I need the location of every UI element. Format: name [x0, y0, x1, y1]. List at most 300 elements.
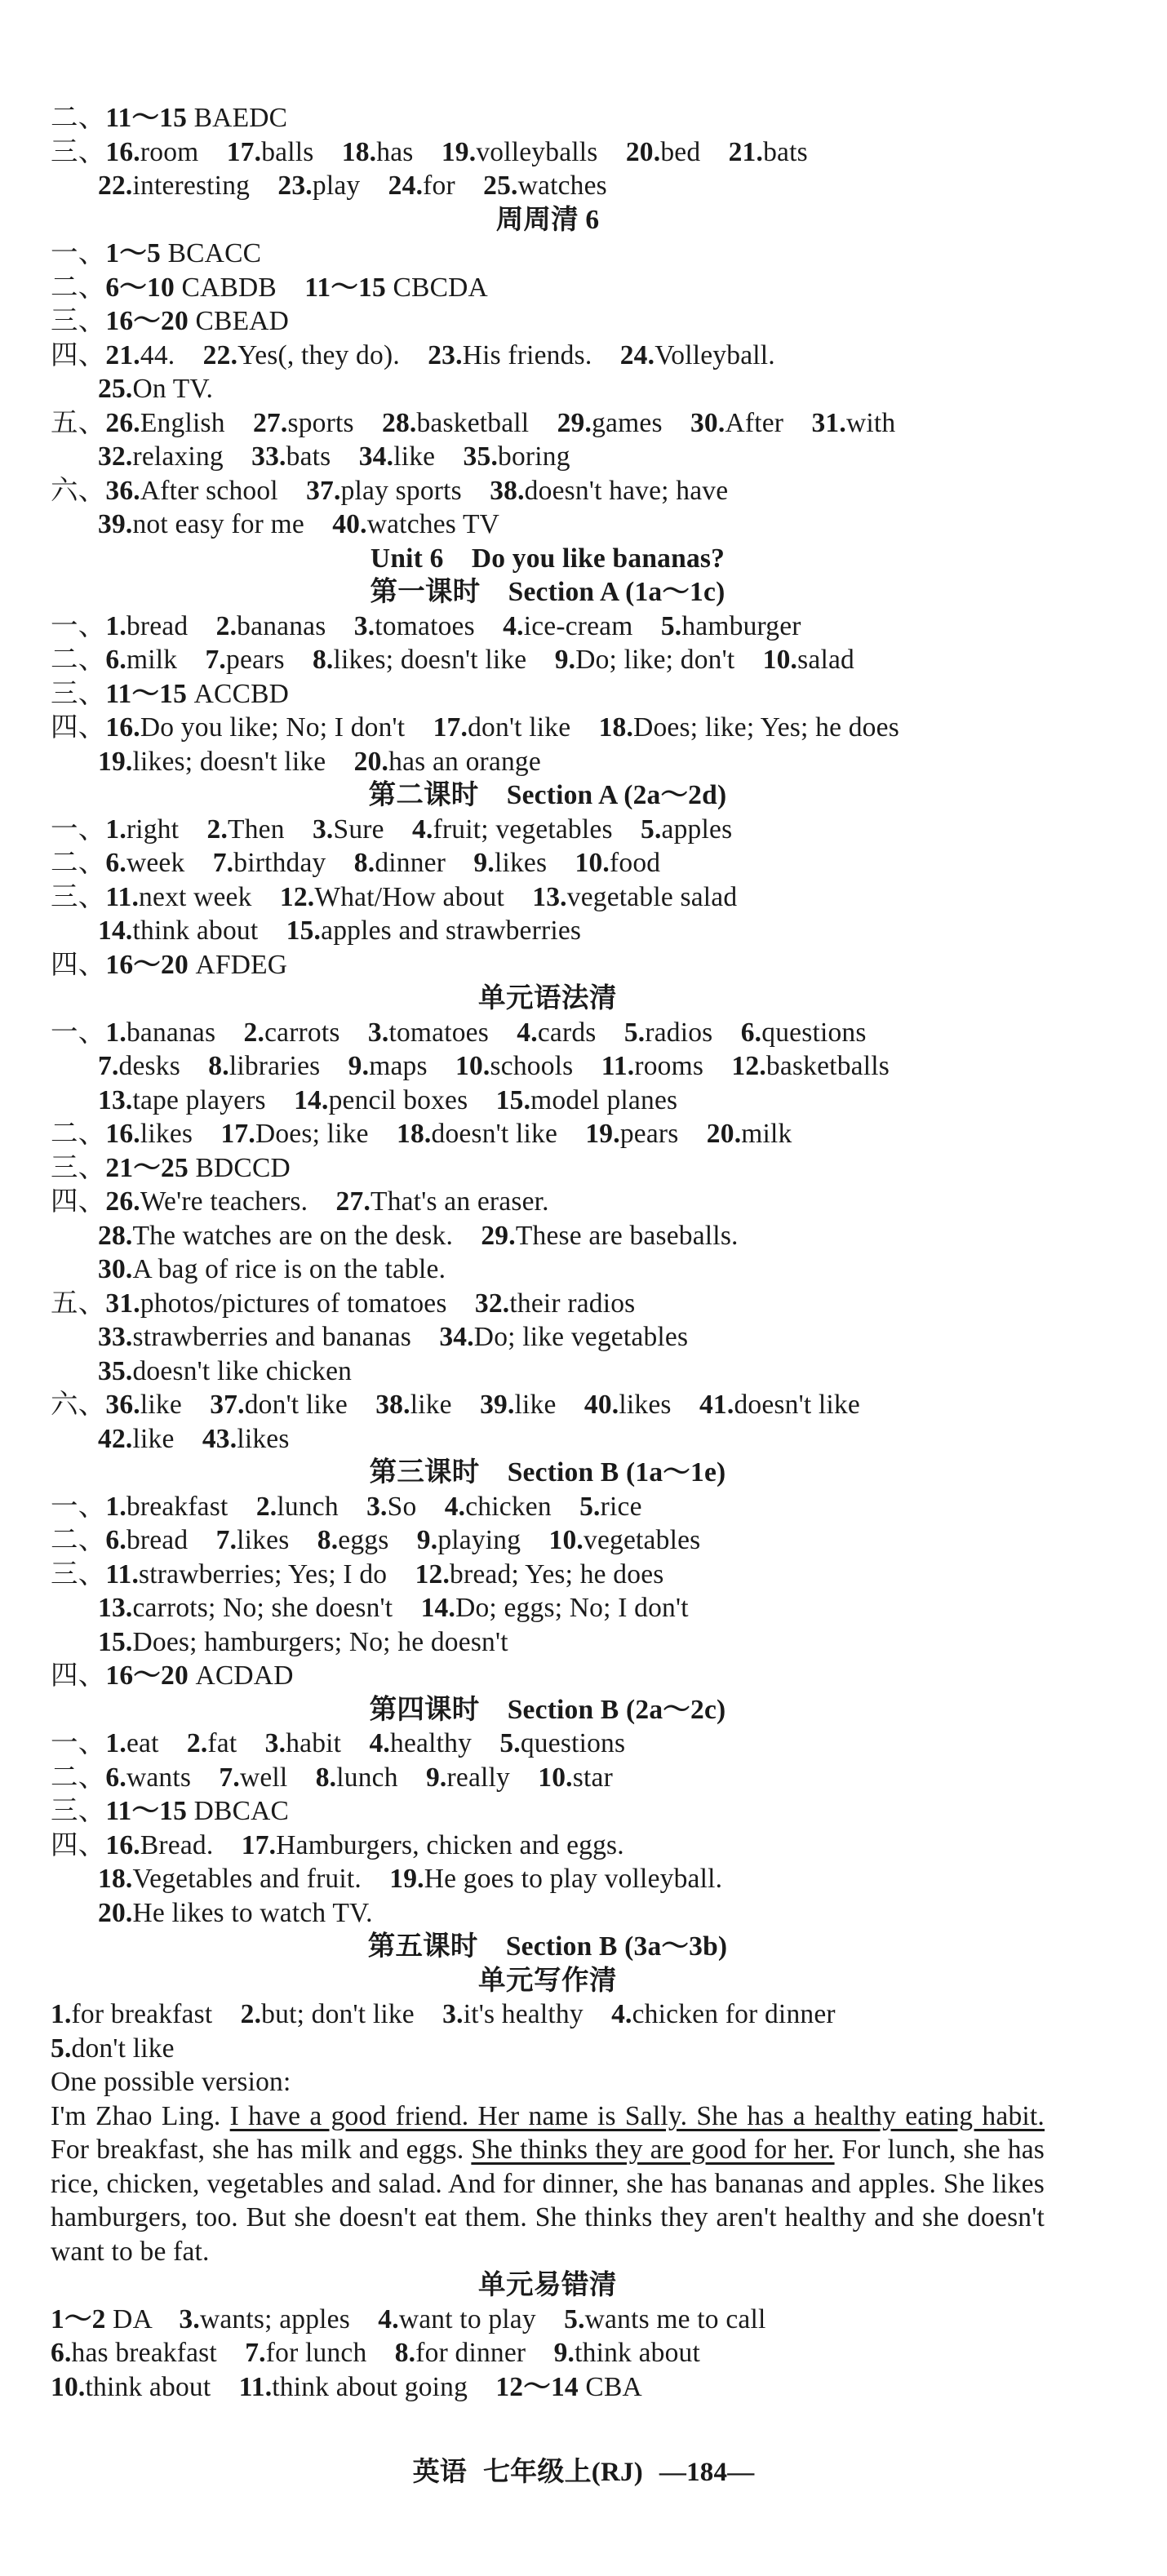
answer-text: Do; like; don't — [575, 645, 763, 675]
item-number: 第三课时 Section B (1a～1e) — [369, 1457, 726, 1488]
answer-text: 五、 — [51, 1288, 106, 1319]
section-heading — [51, 982, 1045, 1016]
item-number: 5. — [579, 1491, 601, 1522]
sample-essay — [51, 2099, 1045, 2269]
item-number: 18. — [341, 136, 377, 167]
item-number: 5. — [51, 2033, 72, 2064]
answer-text: 四、 — [51, 712, 106, 743]
answer-text: likes; doesn't like — [132, 746, 354, 777]
section-heading — [51, 542, 1045, 576]
item-number: 7. — [219, 1762, 240, 1793]
answer-text: their radios — [509, 1288, 636, 1319]
answer-text: One possible version: — [51, 2067, 291, 2097]
item-number: 6. — [105, 1762, 126, 1793]
answer-text: maps — [369, 1051, 456, 1081]
item-number: 周周清 6 — [495, 204, 600, 235]
answer-text: likes — [494, 848, 575, 878]
item-number: 10. — [538, 1762, 573, 1793]
item-number: 11～15 — [304, 272, 386, 303]
answer-text: That's an eraser. — [371, 1186, 549, 1217]
item-number: 4. — [611, 1999, 632, 2029]
item-number: 5. — [660, 610, 682, 641]
answer-text: 一、 — [51, 814, 106, 845]
item-number: 3. — [353, 610, 375, 641]
answer-line — [51, 271, 1045, 305]
answer-text: 一、 — [51, 1728, 106, 1758]
item-number: 6. — [740, 1017, 762, 1048]
item-number: 1～5 — [105, 238, 162, 268]
answer-text: for breakfast — [71, 1999, 241, 2029]
item-number: 35. — [98, 1355, 133, 1386]
answer-text: 二、 — [51, 1119, 106, 1149]
answer-text: wants — [126, 1762, 220, 1793]
item-number: 34. — [358, 441, 394, 472]
answer-line — [51, 372, 1045, 406]
section-heading — [51, 778, 1045, 813]
answer-text: Vegetables and fruit. — [132, 1864, 390, 1894]
item-number: 5. — [499, 1728, 521, 1758]
answer-line — [51, 880, 1045, 915]
answer-text: On TV. — [132, 374, 214, 404]
answer-text: habit — [286, 1728, 370, 1758]
answer-text: like — [132, 1423, 202, 1454]
answer-text: 一、 — [51, 1017, 106, 1048]
item-number: 40. — [332, 509, 367, 539]
item-number: 26. — [105, 1186, 140, 1217]
item-number: 34. — [439, 1322, 474, 1352]
answer-text: likes; doesn't like — [333, 645, 555, 675]
answer-text: 三、 — [51, 881, 106, 912]
answer-line — [51, 813, 1045, 847]
item-number: 1. — [105, 814, 126, 845]
answer-text: 44. — [140, 339, 203, 370]
item-number: 18. — [98, 1864, 133, 1894]
answer-text: with — [845, 407, 896, 438]
answer-line — [51, 1084, 1045, 1118]
answer-text: photos/pictures of tomatoes — [140, 1288, 475, 1319]
answer-text: bread — [126, 610, 216, 641]
answer-text: fruit; vegetables — [433, 814, 641, 845]
item-number: 5. — [564, 2303, 585, 2334]
item-number: 18. — [397, 1119, 432, 1149]
item-number: 25. — [483, 171, 518, 201]
item-number: 17. — [220, 1119, 255, 1149]
answer-text: lunch — [277, 1491, 367, 1522]
item-number: 29. — [481, 1220, 516, 1251]
answer-text: libraries — [229, 1051, 348, 1081]
item-number: 11. — [105, 881, 140, 912]
answer-text: 二、 — [51, 103, 106, 133]
item-number: 14. — [294, 1084, 329, 1115]
item-number: 9. — [348, 1051, 370, 1081]
answer-text: vegetables — [584, 1525, 701, 1555]
answer-line — [51, 169, 1045, 203]
answer-text: balls — [261, 136, 342, 167]
item-number: 6～10 — [105, 272, 175, 303]
answer-text: English — [140, 407, 253, 438]
answer-text: play — [312, 171, 388, 201]
item-number: 30. — [98, 1254, 133, 1284]
item-number: 41. — [699, 1390, 734, 1420]
item-number: 16. — [105, 1119, 140, 1149]
item-number: 单元写作清 — [478, 1965, 617, 1996]
answer-text: Does; like; Yes; he does — [633, 712, 899, 743]
item-number: 13. — [98, 1084, 133, 1115]
answer-text: tomatoes — [375, 610, 504, 641]
item-number: 15. — [98, 1626, 133, 1657]
item-number: 5. — [641, 814, 662, 845]
answer-line — [51, 1151, 1045, 1186]
answer-text: 四、 — [51, 1186, 106, 1217]
item-number: 17. — [241, 1829, 277, 1860]
answer-text: bed — [660, 136, 729, 167]
item-number: 4. — [503, 610, 524, 641]
section-heading — [51, 1930, 1045, 1964]
answer-text: watches TV — [366, 509, 500, 539]
item-number: 18. — [598, 712, 634, 743]
answer-text: He likes to watch TV. — [132, 1897, 373, 1928]
item-number: 20. — [98, 1897, 133, 1928]
item-number: 25. — [98, 374, 133, 404]
item-number: 20. — [625, 136, 661, 167]
item-number: 21～25 — [105, 1152, 189, 1183]
item-number: 15. — [286, 916, 322, 946]
answer-text: pears — [226, 645, 313, 675]
item-number: 8. — [312, 645, 334, 675]
answer-text: CABDB — [174, 272, 305, 303]
answer-text: bread; Yes; he does — [450, 1558, 664, 1589]
answer-line — [51, 914, 1045, 948]
answer-text: like — [514, 1390, 584, 1420]
item-number: 1. — [105, 610, 126, 641]
answer-line — [51, 1591, 1045, 1625]
answer-text: 六、 — [51, 1390, 106, 1420]
item-number: 40. — [584, 1390, 619, 1420]
item-number: 37. — [306, 475, 341, 506]
item-number: 6. — [105, 848, 126, 878]
answer-text: for — [423, 171, 484, 201]
answer-text: 六、 — [51, 475, 106, 506]
item-number: 16～20 — [105, 306, 189, 336]
item-number: 4. — [444, 1491, 466, 1522]
item-number: 2. — [186, 1728, 208, 1758]
answer-text: We're teachers. — [140, 1186, 336, 1217]
footer-page-number: —184— — [659, 2458, 755, 2487]
item-number: 4. — [517, 1017, 538, 1048]
item-number: 4. — [378, 2303, 399, 2334]
answer-text: likes — [237, 1525, 317, 1555]
answer-text: chicken for dinner — [632, 1999, 836, 2029]
footer-subject: 英语 — [412, 2458, 467, 2487]
answer-text: bats — [286, 441, 359, 472]
answer-text: model planes — [530, 1084, 678, 1115]
answer-text: milk — [126, 645, 206, 675]
item-number: 22. — [202, 339, 238, 370]
answer-text: games — [592, 407, 690, 438]
answer-line — [51, 440, 1045, 474]
answer-text: Does; hamburgers; No; he doesn't — [132, 1626, 508, 1657]
item-number: 29. — [557, 407, 592, 438]
answer-text: 二、 — [51, 1525, 106, 1555]
answer-text: rooms — [634, 1051, 732, 1081]
answer-text: lunch — [336, 1762, 426, 1793]
item-number: 6. — [105, 645, 126, 675]
item-number: 单元易错清 — [478, 2270, 617, 2300]
item-number: 9. — [416, 1525, 438, 1555]
answer-line — [51, 1388, 1045, 1422]
item-number: 10. — [575, 848, 610, 878]
answer-text: wants me to call — [584, 2303, 766, 2334]
answer-line — [51, 1829, 1045, 1863]
answer-line — [51, 1355, 1045, 1389]
item-number: 6. — [105, 1525, 126, 1555]
answer-text: Do; like vegetables — [473, 1322, 689, 1352]
answer-line — [51, 1523, 1045, 1558]
answer-text: healthy — [390, 1728, 500, 1758]
item-number: 35. — [463, 441, 499, 472]
answer-text: room — [140, 136, 227, 167]
answer-text: 三、 — [51, 678, 106, 709]
answer-text: it's healthy — [463, 1999, 612, 2029]
item-number: 38. — [375, 1390, 410, 1420]
answer-text: milk — [741, 1119, 792, 1149]
item-number: 2. — [215, 610, 237, 641]
answer-text: 四、 — [51, 1660, 106, 1691]
essay-part-3: For lunch, she has rice, chicken, vegetables and salad. And for dinner, she has bananas and apples. She likes hamburgers, too. But she doesn't eat them. She thinks they aren't healthy and she doesn't want to be fat. — [51, 2135, 1045, 2267]
item-number: 27. — [335, 1186, 371, 1217]
answer-line — [51, 1625, 1045, 1660]
answer-line — [51, 135, 1045, 170]
item-number: 32. — [474, 1288, 510, 1319]
section-heading — [51, 1456, 1045, 1490]
answer-text: likes — [619, 1390, 699, 1420]
answer-text: basketball — [416, 407, 557, 438]
essay-part-2: For breakfast, she has milk and eggs. — [51, 2135, 472, 2165]
item-number: 9. — [473, 848, 495, 878]
answer-line — [51, 1761, 1045, 1795]
answer-text: has — [376, 136, 442, 167]
answer-text: Do; eggs; No; I don't — [455, 1593, 689, 1623]
section-heading — [51, 575, 1045, 610]
answer-text: but; don't like — [261, 1999, 443, 2029]
answer-text: ACCBD — [187, 678, 290, 709]
answer-line — [51, 1422, 1045, 1456]
answer-line — [51, 1253, 1045, 1287]
answer-text: Sure — [333, 814, 413, 845]
item-number: 8. — [317, 1525, 339, 1555]
item-number: 4. — [412, 814, 433, 845]
answer-text: week — [126, 848, 213, 878]
answer-line — [51, 1016, 1045, 1050]
answer-text: questions — [520, 1728, 626, 1758]
answer-text: doesn't like — [734, 1390, 860, 1420]
item-number: 11. — [601, 1051, 635, 1081]
item-number: 5. — [623, 1017, 646, 1048]
answer-line — [51, 2032, 1045, 2066]
answer-text: Hamburgers, chicken and eggs. — [276, 1829, 624, 1860]
answer-text: Yes(, they do). — [237, 339, 428, 370]
item-number: 14. — [420, 1593, 456, 1623]
answer-lines-tail — [51, 2268, 1045, 2404]
answer-text: eat — [126, 1728, 187, 1758]
item-number: 36. — [105, 1390, 140, 1420]
answer-text: boring — [498, 441, 570, 472]
answer-line — [51, 508, 1045, 542]
item-number: 30. — [690, 407, 725, 438]
answer-line — [51, 1727, 1045, 1761]
answer-text: His friends. — [462, 339, 620, 370]
item-number: 2. — [240, 1999, 262, 2029]
answer-text: don't like — [244, 1390, 376, 1420]
answer-text: sports — [287, 407, 382, 438]
item-number: 17. — [226, 136, 262, 167]
item-number: 第五课时 Section B (3a～3b) — [367, 1931, 728, 1962]
answer-text: really — [446, 1762, 539, 1793]
item-number: 39. — [98, 509, 133, 539]
item-number: 9. — [425, 1762, 447, 1793]
answer-text: want to play — [398, 2303, 565, 2334]
answer-text: likes — [237, 1423, 290, 1454]
page-footer — [0, 2456, 1167, 2490]
answer-line — [51, 1185, 1045, 1219]
answer-text: doesn't have; have — [524, 475, 729, 506]
answer-text: strawberries; Yes; I do — [139, 1558, 415, 1589]
item-number: 10. — [548, 1525, 584, 1555]
answer-text: CBCDA — [385, 272, 488, 303]
answer-line — [51, 1320, 1045, 1355]
section-heading — [51, 203, 1045, 237]
answer-line — [51, 1794, 1045, 1829]
answer-text: not easy for me — [132, 509, 333, 539]
answer-text: BCACC — [161, 238, 262, 268]
item-number: 19. — [389, 1864, 424, 1894]
answer-text: AFDEG — [188, 949, 288, 980]
item-number: 8. — [353, 848, 375, 878]
answer-text: Does; like — [255, 1119, 397, 1149]
answer-text: watches — [517, 171, 607, 201]
answer-text: well — [239, 1762, 316, 1793]
answer-text: think about — [575, 2338, 700, 2368]
answer-text: play sports — [340, 475, 490, 506]
item-number: 7. — [205, 645, 226, 675]
item-number: 9. — [553, 2338, 575, 2368]
answer-line — [51, 643, 1045, 677]
answer-text: eggs — [338, 1525, 417, 1555]
answer-text: cards — [537, 1017, 624, 1048]
answer-line — [51, 2336, 1045, 2370]
answer-text: DA — [105, 2303, 180, 2334]
answer-text: pencil boxes — [328, 1084, 496, 1115]
answer-text: hamburger — [681, 610, 801, 641]
item-number: 15. — [495, 1084, 531, 1115]
answer-text: A bag of rice is on the table. — [132, 1254, 446, 1284]
answer-text: chicken — [465, 1491, 580, 1522]
answer-text: Bread. — [140, 1829, 242, 1860]
answer-text: for lunch — [265, 2338, 395, 2368]
answer-text: schools — [490, 1051, 601, 1081]
answer-line — [51, 948, 1045, 982]
item-number: 3. — [366, 1491, 388, 1522]
item-number: 2. — [206, 814, 229, 845]
answer-text: star — [572, 1762, 613, 1793]
item-number: 28. — [382, 407, 417, 438]
answer-text: 一、 — [51, 238, 106, 268]
answer-line — [51, 610, 1045, 644]
answer-text: has an orange — [388, 746, 541, 777]
answer-text: carrots — [264, 1017, 368, 1048]
answer-text: bats — [763, 136, 808, 167]
item-number: 26. — [105, 407, 140, 438]
answer-text: playing — [437, 1525, 549, 1555]
answer-line — [51, 474, 1045, 508]
item-number: 7. — [212, 848, 234, 878]
answer-text: right — [126, 814, 207, 845]
answer-line — [51, 711, 1045, 745]
answer-text: After school — [140, 475, 307, 506]
item-number: 1～2 — [51, 2303, 106, 2334]
item-number: 2. — [255, 1491, 277, 1522]
item-number: 36. — [105, 475, 140, 506]
answer-line — [51, 745, 1045, 779]
item-number: 3. — [179, 2303, 200, 2334]
item-number: 20. — [353, 746, 389, 777]
answer-text: Then — [228, 814, 313, 845]
essay-part-1: I'm Zhao Ling. — [51, 2100, 230, 2131]
answer-text: BDCCD — [188, 1152, 291, 1183]
answer-text: pears — [619, 1119, 707, 1149]
answer-text: CBEAD — [188, 306, 290, 336]
item-number: 6. — [51, 2338, 72, 2368]
answer-text: 四、 — [51, 1829, 106, 1860]
item-number: 10. — [51, 2371, 86, 2402]
answer-text: radios — [645, 1017, 741, 1048]
item-number: 2. — [243, 1017, 265, 1048]
section-heading — [51, 1693, 1045, 1727]
answer-text: carrots; No; she doesn't — [132, 1593, 421, 1623]
answer-line — [51, 1997, 1045, 2032]
answer-text: bananas — [237, 610, 354, 641]
answer-line — [51, 1049, 1045, 1084]
item-number: 14. — [98, 916, 133, 946]
answer-text: for dinner — [415, 2338, 554, 2368]
item-number: 19. — [441, 136, 477, 167]
answer-text: tomatoes — [388, 1017, 517, 1048]
answer-text: think about going — [272, 2371, 496, 2402]
item-number: 42. — [98, 1423, 133, 1454]
answer-text: food — [610, 848, 661, 878]
answer-line — [51, 1659, 1045, 1693]
item-number: 31. — [105, 1288, 140, 1319]
item-number: 3. — [264, 1728, 286, 1758]
answer-text: 三、 — [51, 1796, 106, 1826]
answer-text: bread — [126, 1525, 216, 1555]
footer-grade: 七年级上(RJ) — [482, 2458, 643, 2487]
item-number: 23. — [277, 171, 313, 201]
answer-text: likes — [140, 1119, 221, 1149]
item-number: 8. — [394, 2338, 416, 2368]
answer-text: CBA — [578, 2371, 642, 2402]
item-number: 11～15 — [105, 678, 188, 709]
item-number: 11. — [238, 2371, 273, 2402]
answer-text: 一、 — [51, 610, 106, 641]
answer-text: interesting — [132, 171, 278, 201]
item-number: 7. — [98, 1051, 119, 1081]
item-number: 8. — [208, 1051, 229, 1081]
answer-text: tape players — [132, 1084, 295, 1115]
answer-text: 三、 — [51, 1152, 106, 1183]
answer-line — [51, 2370, 1045, 2405]
section-heading — [51, 2268, 1045, 2303]
